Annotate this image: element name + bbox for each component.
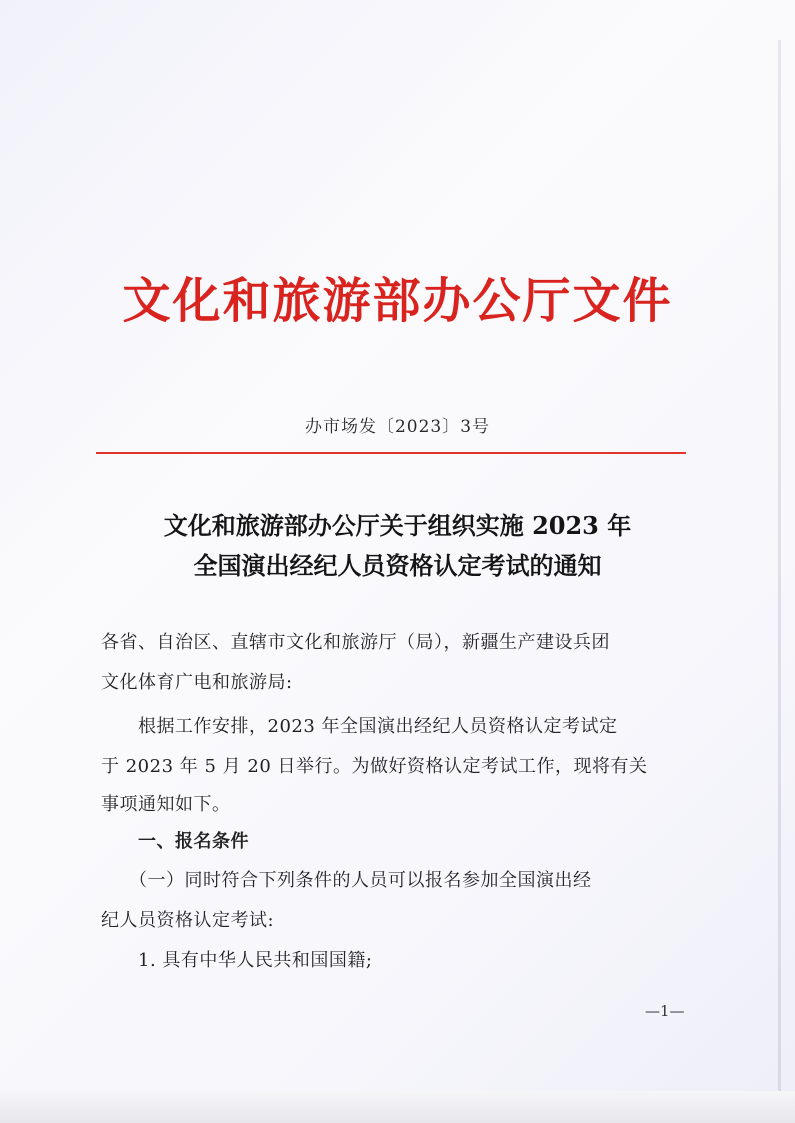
body-line: 于 2023 年 5 月 20 日举行。为做好资格认定考试工作，现将有关 bbox=[101, 756, 648, 777]
page-number: —1— bbox=[645, 1002, 685, 1020]
notice-title-line-2: 全国演出经纪人员资格认定考试的通知 bbox=[193, 551, 602, 580]
body-line: 纪人员资格认定考试: bbox=[101, 910, 275, 931]
scan-bottom-band bbox=[0, 1091, 795, 1123]
body-line: 各省、自治区、直辖市文化和旅游厅（局），新疆生产建设兵团 bbox=[101, 632, 610, 653]
body-line: 事项通知如下。 bbox=[101, 794, 231, 815]
issuer-header-title: 文化和旅游部办公厅文件 bbox=[122, 273, 673, 329]
notice-title-line-1: 文化和旅游部办公厅关于组织实施 2023 年 bbox=[163, 511, 632, 540]
body-line: 1. 具有中华人民共和国国籍; bbox=[101, 950, 373, 971]
body-line: 根据工作安排，2023 年全国演出经纪人员资格认定考试定 bbox=[101, 716, 618, 737]
red-divider-line bbox=[96, 452, 686, 454]
body-line: （一）同时符合下列条件的人员可以报名参加全国演出经 bbox=[101, 870, 592, 891]
document-number: 办市场发〔2023〕3号 bbox=[304, 417, 491, 437]
section-heading: 一、报名条件 bbox=[101, 831, 249, 852]
body-line: 文化体育广电和旅游局: bbox=[101, 672, 293, 693]
